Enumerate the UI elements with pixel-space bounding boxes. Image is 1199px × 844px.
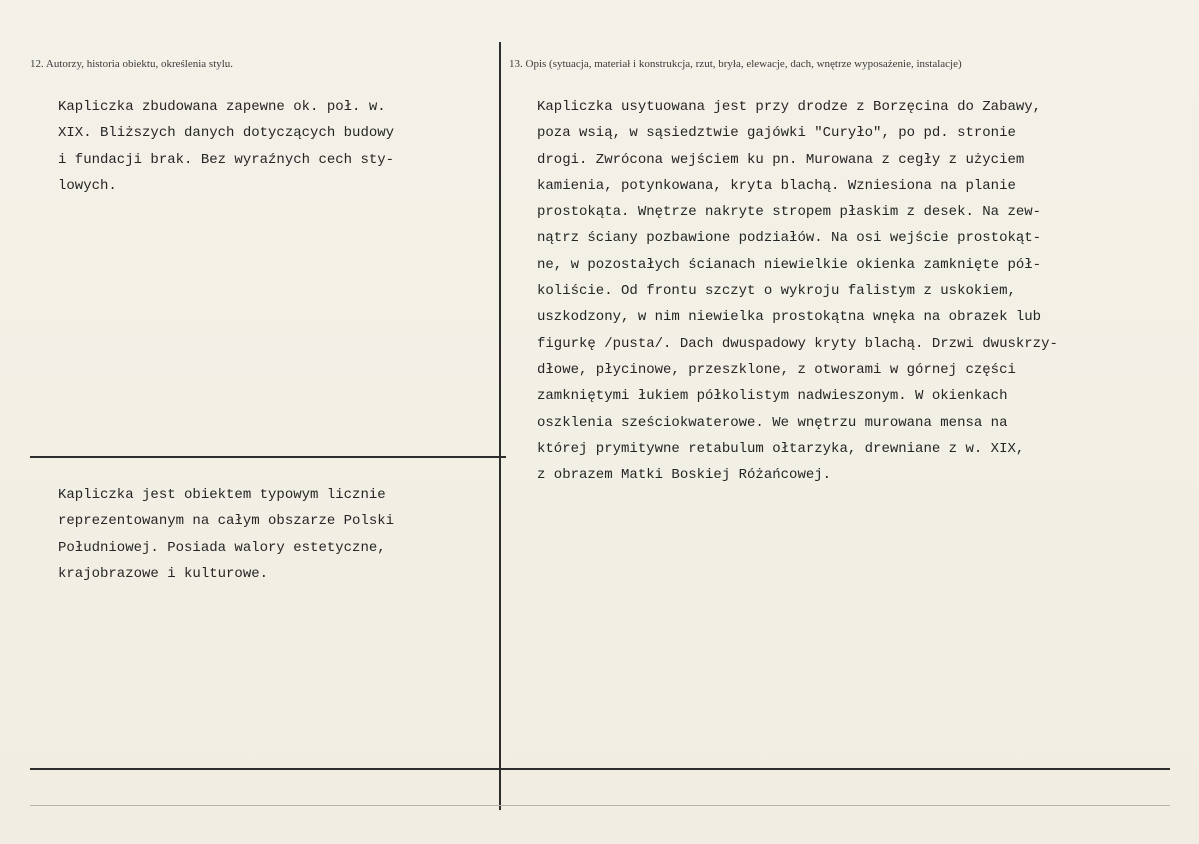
text-line: Południowej. Posiada walory estetyczne, <box>58 539 386 556</box>
text-line: której prymitywne retabulum ołtarzyka, drewniane z w. XIX, <box>537 440 1025 457</box>
text-line: Kapliczka usytuowana jest przy drodze z Borzęcina do Zabawy, <box>537 99 1042 115</box>
column-divider <box>499 42 501 810</box>
text-line: prostokąta. Wnętrze nakryte stropem płaskim z desek. Na zew- <box>537 204 1042 221</box>
text-line: figurkę /pusta/. Dach dwuspadowy kryty blachą. Drzwi dwuskrzy- <box>537 335 1058 352</box>
text-line: nątrz ściany pozbawione podziałów. Na osi wejście prostokąt- <box>537 230 1042 247</box>
text-line: i fundacji brak. Bez wyraźnych cech sty- <box>58 151 395 168</box>
text-line: oszklenia sześciokwaterowe. We wnętrzu murowana mensa na <box>537 414 1008 431</box>
text-line: ne, w pozostałych ścianach niewielkie okienka zamknięte pół- <box>537 256 1042 273</box>
text-line: koliście. Od frontu szczyt o wykroju falistym z uskokiem, <box>537 283 1016 300</box>
text-line: Kapliczka zbudowana zapewne ok. poł. w. <box>58 99 386 115</box>
values-note-text <box>58 482 394 587</box>
left-section-divider <box>30 456 506 458</box>
text-line: uszkodzony, w nim niewielka prostokątna wnęka na obrazek lub <box>537 309 1042 326</box>
text-line: Kapliczka jest obiektem typowym licznie <box>58 487 386 503</box>
text-line: z obrazem Matki Boskiej Różańcowej. <box>537 467 832 484</box>
text-line: kamienia, potynkowana, kryta blachą. Wzniesiona na planie <box>537 177 1016 194</box>
section-13-label: 13. Opis (sytuacja, materiał i konstrukcja, rzut, bryła, elewacje, dach, wnętrze wyposażenie, instalacje) <box>509 58 962 70</box>
text-line: zamkniętymi łukiem półkolistym nadwieszonym. W okienkach <box>537 388 1008 405</box>
description-text <box>537 94 1058 488</box>
text-line: reprezentowanym na całym obszarze Polski <box>58 513 395 530</box>
text-line: poza wsią, w sąsiedztwie gajówki "Curyło", po pd. stronie <box>537 125 1016 142</box>
authors-history-text <box>58 94 394 199</box>
bottom-faint-rule <box>30 805 1170 806</box>
text-line: lowych. <box>58 177 117 194</box>
bottom-rule <box>30 768 1170 770</box>
text-line: drogi. Zwrócona wejściem ku pn. Murowana z cegły z użyciem <box>537 151 1025 168</box>
section-12-label: 12. Autorzy, historia obiektu, określenia stylu. <box>30 58 234 70</box>
text-line: dłowe, płycinowe, przeszklone, z otworami w górnej części <box>537 361 1016 378</box>
text-line: krajobrazowe i kulturowe. <box>58 565 269 582</box>
text-line: XIX. Bliższych danych dotyczących budowy <box>58 125 395 142</box>
